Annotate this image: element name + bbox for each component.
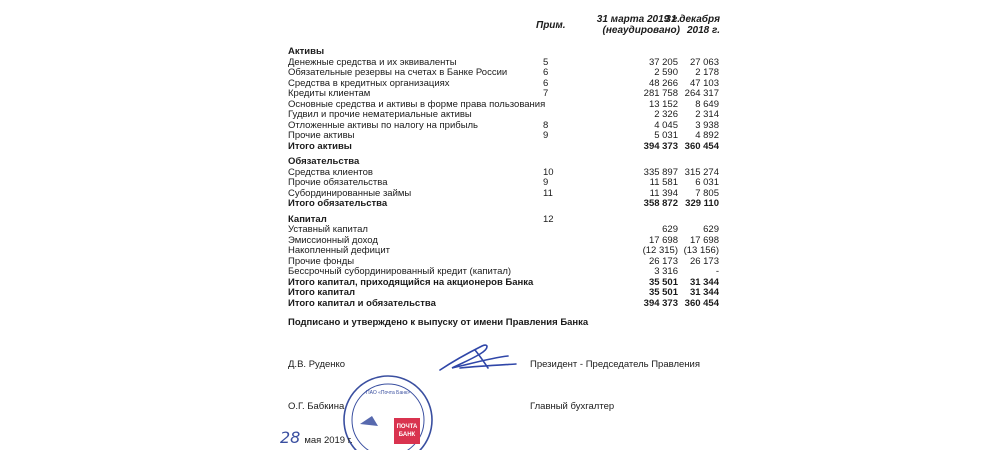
row-note: 6 [543, 67, 549, 78]
row-note: 9 [543, 177, 549, 188]
row-value-2019: 281 758 [643, 88, 678, 99]
signatory-name-1: Д.В. Руденко [288, 359, 346, 370]
row-note: 10 [543, 166, 554, 178]
table-section-header [0, 46, 1000, 57]
table-row [0, 120, 1000, 131]
table-total-row [0, 198, 1000, 209]
signatory-name-2: О.Г. Бабкина [288, 401, 345, 412]
row-label: Прочие обязательства [288, 177, 388, 188]
row-value-2018: 360 454 [684, 140, 719, 152]
row-value-2018: 31 344 [689, 276, 719, 288]
row-value-2019: 394 373 [643, 297, 678, 309]
row-value-2018: 47 103 [689, 77, 719, 89]
row-label: Активы [288, 46, 325, 57]
row-value-2019: 17 698 [648, 234, 678, 246]
row-value-2019: 2 590 [654, 67, 678, 78]
row-label: Уставный капитал [288, 224, 368, 235]
row-label: Гудвил и прочие нематериальные активы [288, 109, 472, 120]
row-value-2018: - [715, 266, 719, 277]
row-label: Средства в кредитных организациях [288, 77, 450, 89]
row-note: 6 [543, 77, 549, 89]
row-value-2019: 35 501 [648, 287, 678, 298]
table-row [0, 224, 1000, 235]
table-section-header [0, 156, 1000, 167]
row-value-2019: (12 315) [642, 245, 678, 256]
table-row [0, 130, 1000, 141]
table-row [0, 177, 1000, 188]
signing-date-rest: мая 2019 г. [304, 435, 353, 446]
column-header-2018-line2: 2018 г. [686, 25, 720, 36]
svg-text:ПАО «Почта Банк»: ПАО «Почта Банк» [366, 390, 410, 396]
row-label: Накопленный дефицит [288, 245, 390, 256]
signing-date-day: 28 [280, 428, 301, 447]
signatory-role-2: Главный бухгалтер [530, 401, 615, 412]
row-label: Итого капитал и обязательства [288, 297, 436, 309]
row-label: Бессрочный субординированный кредит (капитал) [288, 266, 512, 277]
row-value-2018: 315 274 [684, 166, 719, 178]
row-value-2019: 37 205 [648, 56, 678, 68]
row-value-2018: 264 317 [684, 88, 719, 99]
svg-text:БАНК: БАНК [398, 432, 416, 438]
row-value-2019: 358 872 [643, 198, 678, 209]
row-value-2018: 17 698 [689, 234, 719, 246]
signing-date [280, 428, 353, 447]
signed-statement: Подписано и утверждено к выпуску от имени Правления Банка [288, 317, 589, 328]
table-total-row [0, 287, 1000, 298]
svg-text:ПОЧТА: ПОЧТА [396, 424, 418, 430]
row-value-2019: 13 152 [648, 98, 678, 110]
row-note: 5 [543, 56, 549, 68]
column-header-2019-line1: 31 марта 2019 г. [596, 14, 680, 25]
column-header-2018 [640, 14, 720, 36]
row-value-2018: 7 805 [695, 187, 719, 199]
row-label: Итого активы [288, 140, 352, 152]
row-value-2019: 5 031 [654, 130, 678, 141]
row-value-2018: 629 [703, 224, 719, 235]
row-note: 11 [543, 187, 553, 199]
row-label: Капитал [288, 213, 327, 225]
row-value-2019: 335 897 [643, 166, 678, 178]
table-row [0, 235, 1000, 246]
table-total-row [0, 298, 1000, 309]
row-value-2018: (13 156) [683, 245, 719, 256]
row-note: 7 [543, 88, 549, 99]
row-label: Эмиссионный доход [288, 234, 378, 246]
row-note: 9 [543, 130, 549, 141]
table-row [0, 57, 1000, 68]
row-value-2019: 35 501 [648, 276, 678, 288]
table-section-header [0, 214, 1000, 225]
row-value-2019: 48 266 [648, 77, 678, 89]
row-label: Основные средства и активы в форме права пользования [288, 98, 546, 110]
row-label: Обязательные резервы на счетах в Банке России [288, 67, 508, 78]
row-value-2019: 26 173 [648, 255, 678, 267]
row-value-2018: 2 314 [695, 109, 719, 120]
row-label: Отложенные активы по налогу на прибыль [288, 119, 479, 131]
row-value-2019: 629 [662, 224, 678, 235]
row-value-2018: 4 892 [695, 130, 719, 141]
signatory-role-1: Президент - Председатель Правления [530, 359, 700, 370]
row-value-2018: 360 454 [684, 297, 719, 309]
table-row [0, 167, 1000, 178]
table-row [0, 88, 1000, 99]
row-label: Средства клиентов [288, 166, 373, 178]
table-row [0, 256, 1000, 267]
row-label: Итого капитал [288, 287, 356, 298]
row-label: Прочие активы [288, 130, 355, 141]
row-label: Итого обязательства [288, 198, 388, 209]
row-value-2019: 4 045 [654, 119, 678, 131]
table-row [0, 99, 1000, 110]
row-value-2018: 31 344 [689, 287, 719, 298]
table-row [0, 188, 1000, 199]
note-column-header: Прим. [536, 20, 566, 31]
row-value-2018: 3 938 [695, 119, 719, 131]
row-value-2018: 6 031 [695, 177, 719, 188]
table-total-row [0, 141, 1000, 152]
row-value-2018: 8 649 [695, 98, 719, 110]
signature-image [430, 338, 520, 378]
column-header-2019-line2: (неаудировано) [602, 25, 680, 36]
table-row [0, 67, 1000, 78]
row-value-2019: 2 326 [654, 109, 678, 120]
row-label: Итого капитал, приходящийся на акционеров Банка [288, 276, 534, 288]
row-value-2019: 11 394 [649, 187, 678, 199]
row-note: 12 [543, 213, 554, 225]
table-row [0, 245, 1000, 256]
row-value-2018: 26 173 [689, 255, 719, 267]
row-label: Прочие фонды [288, 255, 355, 267]
bank-stamp [340, 372, 436, 450]
row-value-2018: 2 178 [695, 67, 719, 78]
row-label: Денежные средства и их эквиваленты [288, 56, 457, 68]
row-label: Обязательства [288, 156, 360, 167]
row-value-2019: 11 581 [649, 177, 678, 188]
table-row [0, 78, 1000, 89]
row-value-2018: 329 110 [685, 198, 719, 209]
row-value-2019: 394 373 [643, 140, 678, 152]
table-row [0, 266, 1000, 277]
column-header-2018-line1: 31 декабря [665, 14, 720, 25]
table-total-row [0, 277, 1000, 288]
row-label: Кредиты клиентам [288, 88, 371, 99]
row-note: 8 [543, 119, 549, 131]
row-value-2019: 3 316 [654, 266, 678, 277]
table-row [0, 109, 1000, 120]
row-value-2018: 27 063 [689, 56, 719, 68]
row-label: Субординированные займы [288, 187, 412, 199]
